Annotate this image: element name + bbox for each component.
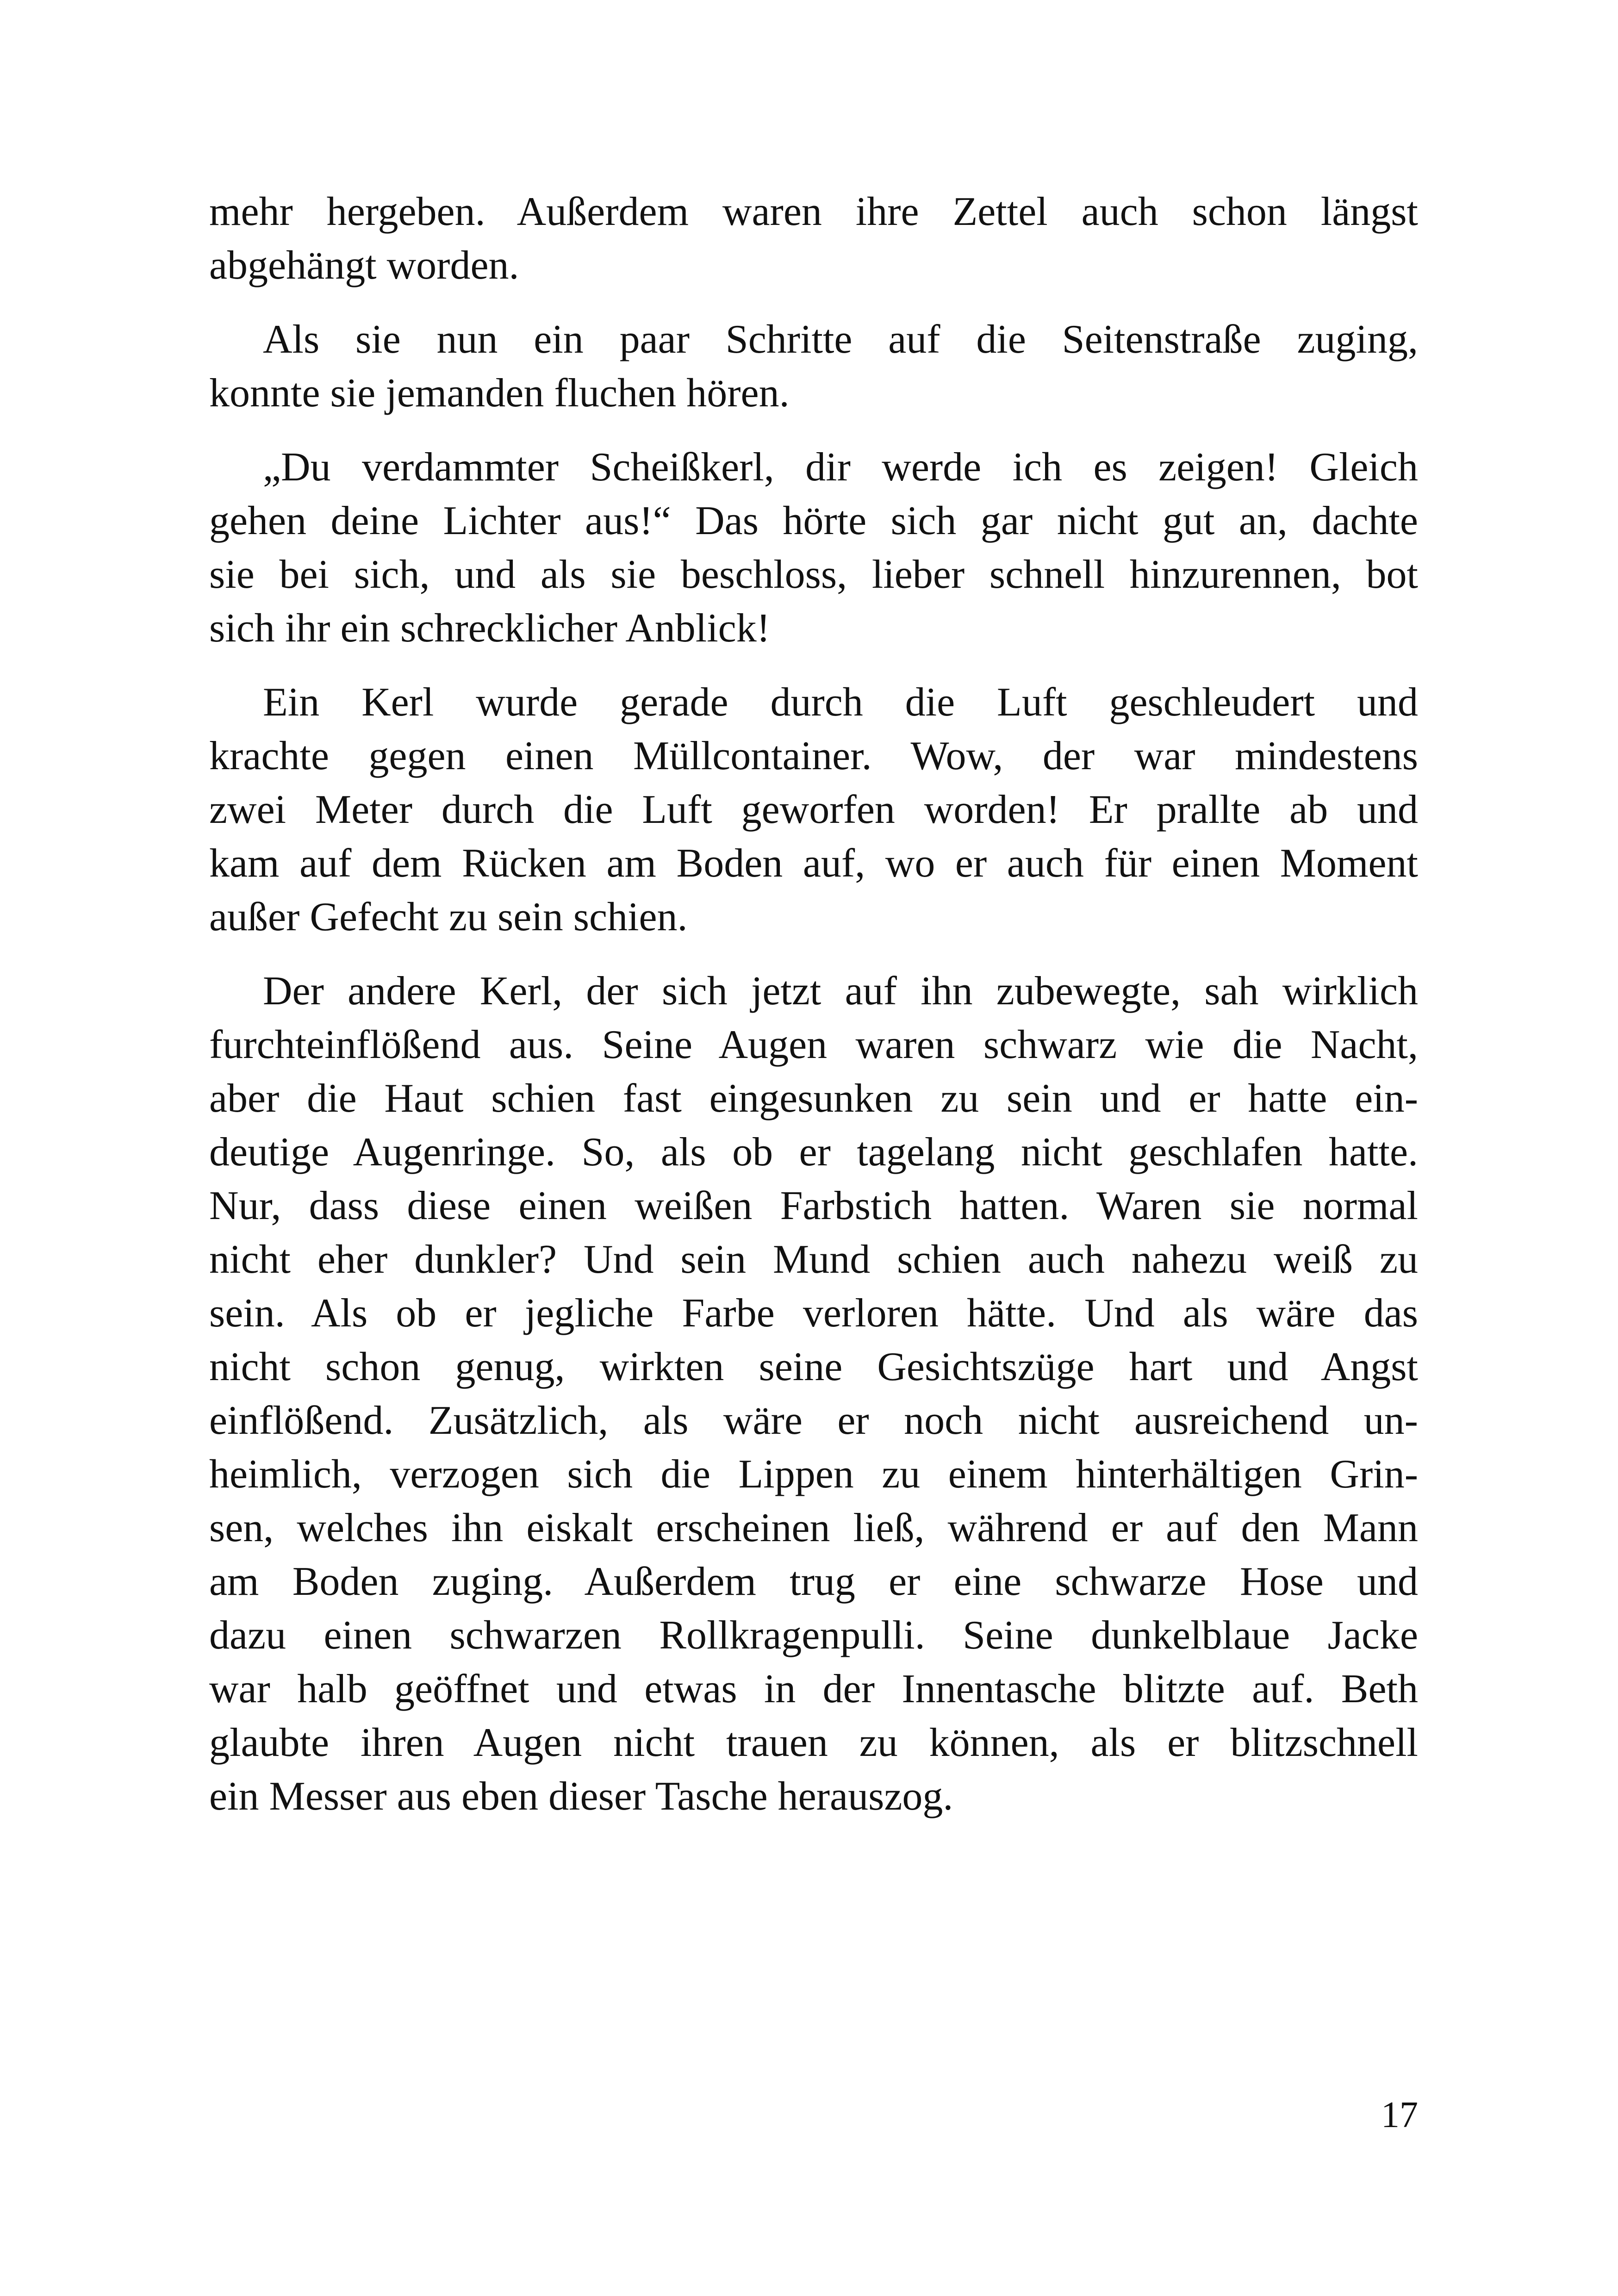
paragraph xyxy=(209,185,1418,292)
text-line: sie bei sich, und als sie beschloss, lieber schnell hinzurennen, bot xyxy=(209,552,1418,597)
text-line: zwei Meter durch die Luft geworfen worden! Er prallte ab und xyxy=(209,787,1418,832)
text-line: nicht schon genug, wirkten seine Gesichtszüge hart und Angst xyxy=(209,1344,1418,1389)
paragraph xyxy=(209,676,1418,944)
text-line: Nur, dass diese einen weißen Farbstich hatten. Waren sie normal xyxy=(209,1183,1418,1228)
text-line: außer Gefecht zu sein schien. xyxy=(209,895,688,940)
text-line: sein. Als ob er jegliche Farbe verloren hätte. Und als wäre das xyxy=(209,1291,1418,1336)
text-line: gehen deine Lichter aus!“ Das hörte sich gar nicht gut an, dachte xyxy=(209,498,1418,543)
text-line: Der andere Kerl, der sich jetzt auf ihn zubewegte, sah wirklich xyxy=(263,969,1418,1014)
text-line: sen, welches ihn eiskalt erscheinen ließ, während er auf den Mann xyxy=(209,1506,1418,1550)
text-line: am Boden zuging. Außerdem trug er eine schwarze Hose und xyxy=(209,1559,1418,1604)
text-line: einflößend. Zusätzlich, als wäre er noch nicht ausreichend un- xyxy=(209,1398,1418,1443)
text-line: glaubte ihren Augen nicht trauen zu können, als er blitzschnell xyxy=(209,1720,1418,1765)
body-text xyxy=(209,185,1418,1844)
text-line: deutige Augenringe. So, als ob er tagelang nicht geschlafen hatte. xyxy=(209,1130,1418,1175)
text-line: dazu einen schwarzen Rollkragenpulli. Seine dunkelblaue Jacke xyxy=(209,1613,1418,1658)
text-line: „Du verdammter Scheißkerl, dir werde ich es zeigen! Gleich xyxy=(263,445,1418,490)
text-line: aber die Haut schien fast eingesunken zu sein und er hatte ein- xyxy=(209,1076,1418,1121)
text-line: mehr hergeben. Außerdem waren ihre Zettel auch schon längst xyxy=(209,189,1418,234)
paragraph xyxy=(209,313,1418,420)
page-number: 17 xyxy=(1381,2095,1418,2135)
text-line: konnte sie jemanden fluchen hören. xyxy=(209,371,790,416)
text-line: sich ihr ein schrecklicher Anblick! xyxy=(209,606,771,651)
text-line: heimlich, verzogen sich die Lippen zu einem hinterhältigen Grin- xyxy=(209,1452,1418,1497)
paragraph xyxy=(209,964,1418,1823)
text-line: abgehängt worden. xyxy=(209,243,519,288)
text-line: Als sie nun ein paar Schritte auf die Seitenstraße zuging, xyxy=(263,317,1418,362)
text-line: nicht eher dunkler? Und sein Mund schien auch nahezu weiß zu xyxy=(209,1237,1418,1282)
paragraph xyxy=(209,441,1418,655)
text-line: war halb geöffnet und etwas in der Innentasche blitzte auf. Beth xyxy=(209,1667,1418,1711)
text-line: furchteinflößend aus. Seine Augen waren schwarz wie die Nacht, xyxy=(209,1022,1418,1067)
text-line: ein Messer aus eben dieser Tasche herauszog. xyxy=(209,1774,953,1819)
text-line: Ein Kerl wurde gerade durch die Luft geschleudert und xyxy=(263,680,1418,725)
text-line: krachte gegen einen Müllcontainer. Wow, der war mindestens xyxy=(209,734,1418,778)
text-line: kam auf dem Rücken am Boden auf, wo er auch für einen Moment xyxy=(209,841,1418,886)
